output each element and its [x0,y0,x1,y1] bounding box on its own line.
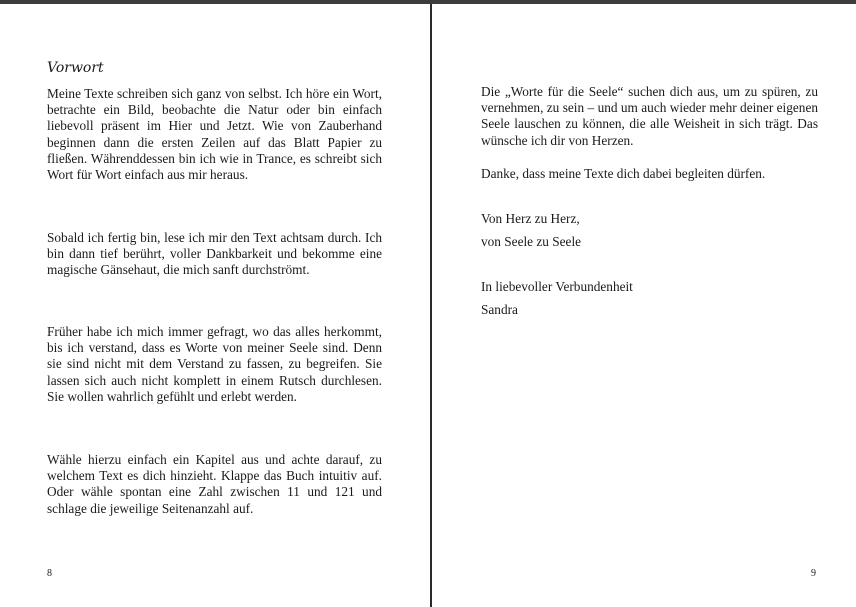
signature: Sandra [481,302,518,317]
signoff-line: In liebevoller Verbundenheit [481,279,633,294]
page-number-left: 8 [47,568,52,579]
paragraph-1: Die „Worte für die Seele“ suchen dich aus, um zu spüren, zu vernehmen, zu sein – und um auch wieder mehr deiner eigenen Seele lauschen zu können, die alle Weisheit in sich trägt. Das wünsche ich dir von Herzen. [481,84,818,148]
closing-line-1: Von Herz zu Herz, [481,211,580,226]
paragraph-3: Früher habe ich mich immer gefragt, wo das alles herkommt, bis ich verstand, dass es Worte von meiner Seele sind. Denn sie sind nicht mit dem Verstand zu fassen, zu begreifen. Sie lassen sich auch nicht komplett in einem Rutsch durchlesen. Sie wollen wahrlich gefühlt und erlebt werden. [47,324,382,404]
chapter-heading: Vorwort [47,60,104,76]
left-page [0,4,430,607]
paragraph-2: Sobald ich fertig bin, lese ich mir den Text achtsam durch. Ich bin dann tief berührt, voller Dankbarkeit und bekomme eine magische Gänsehaut, die mich sanft durchströmt. [47,230,382,278]
page-number-right: 9 [811,568,816,579]
paragraph-2: Danke, dass meine Texte dich dabei begleiten dürfen. [481,166,766,181]
paragraph-4: Wähle hierzu einfach ein Kapitel aus und achte darauf, zu welchem Text es dich hinzieht. Klappe das Buch intuitiv auf. Oder wähle spontan eine Zahl zwischen 11 und 121 und schlage die jeweilige Seitenanzahl auf. [47,452,382,516]
paragraph-1: Meine Texte schreiben sich ganz von selbst. Ich höre ein Wort, betrachte ein Bild, beobachte die Natur oder bin einfach liebevoll präsent im Hier und Jetzt. Wie von Zauberhand beginnen dann die ersten Zeilen auf das Blatt Papier zu fließen. Währenddessen bin ich wie in Trance, es schreibt sich Wort für Wort einfach aus mir heraus. [47,86,382,183]
closing-line-2: von Seele zu Seele [481,234,582,249]
right-page [432,4,856,607]
